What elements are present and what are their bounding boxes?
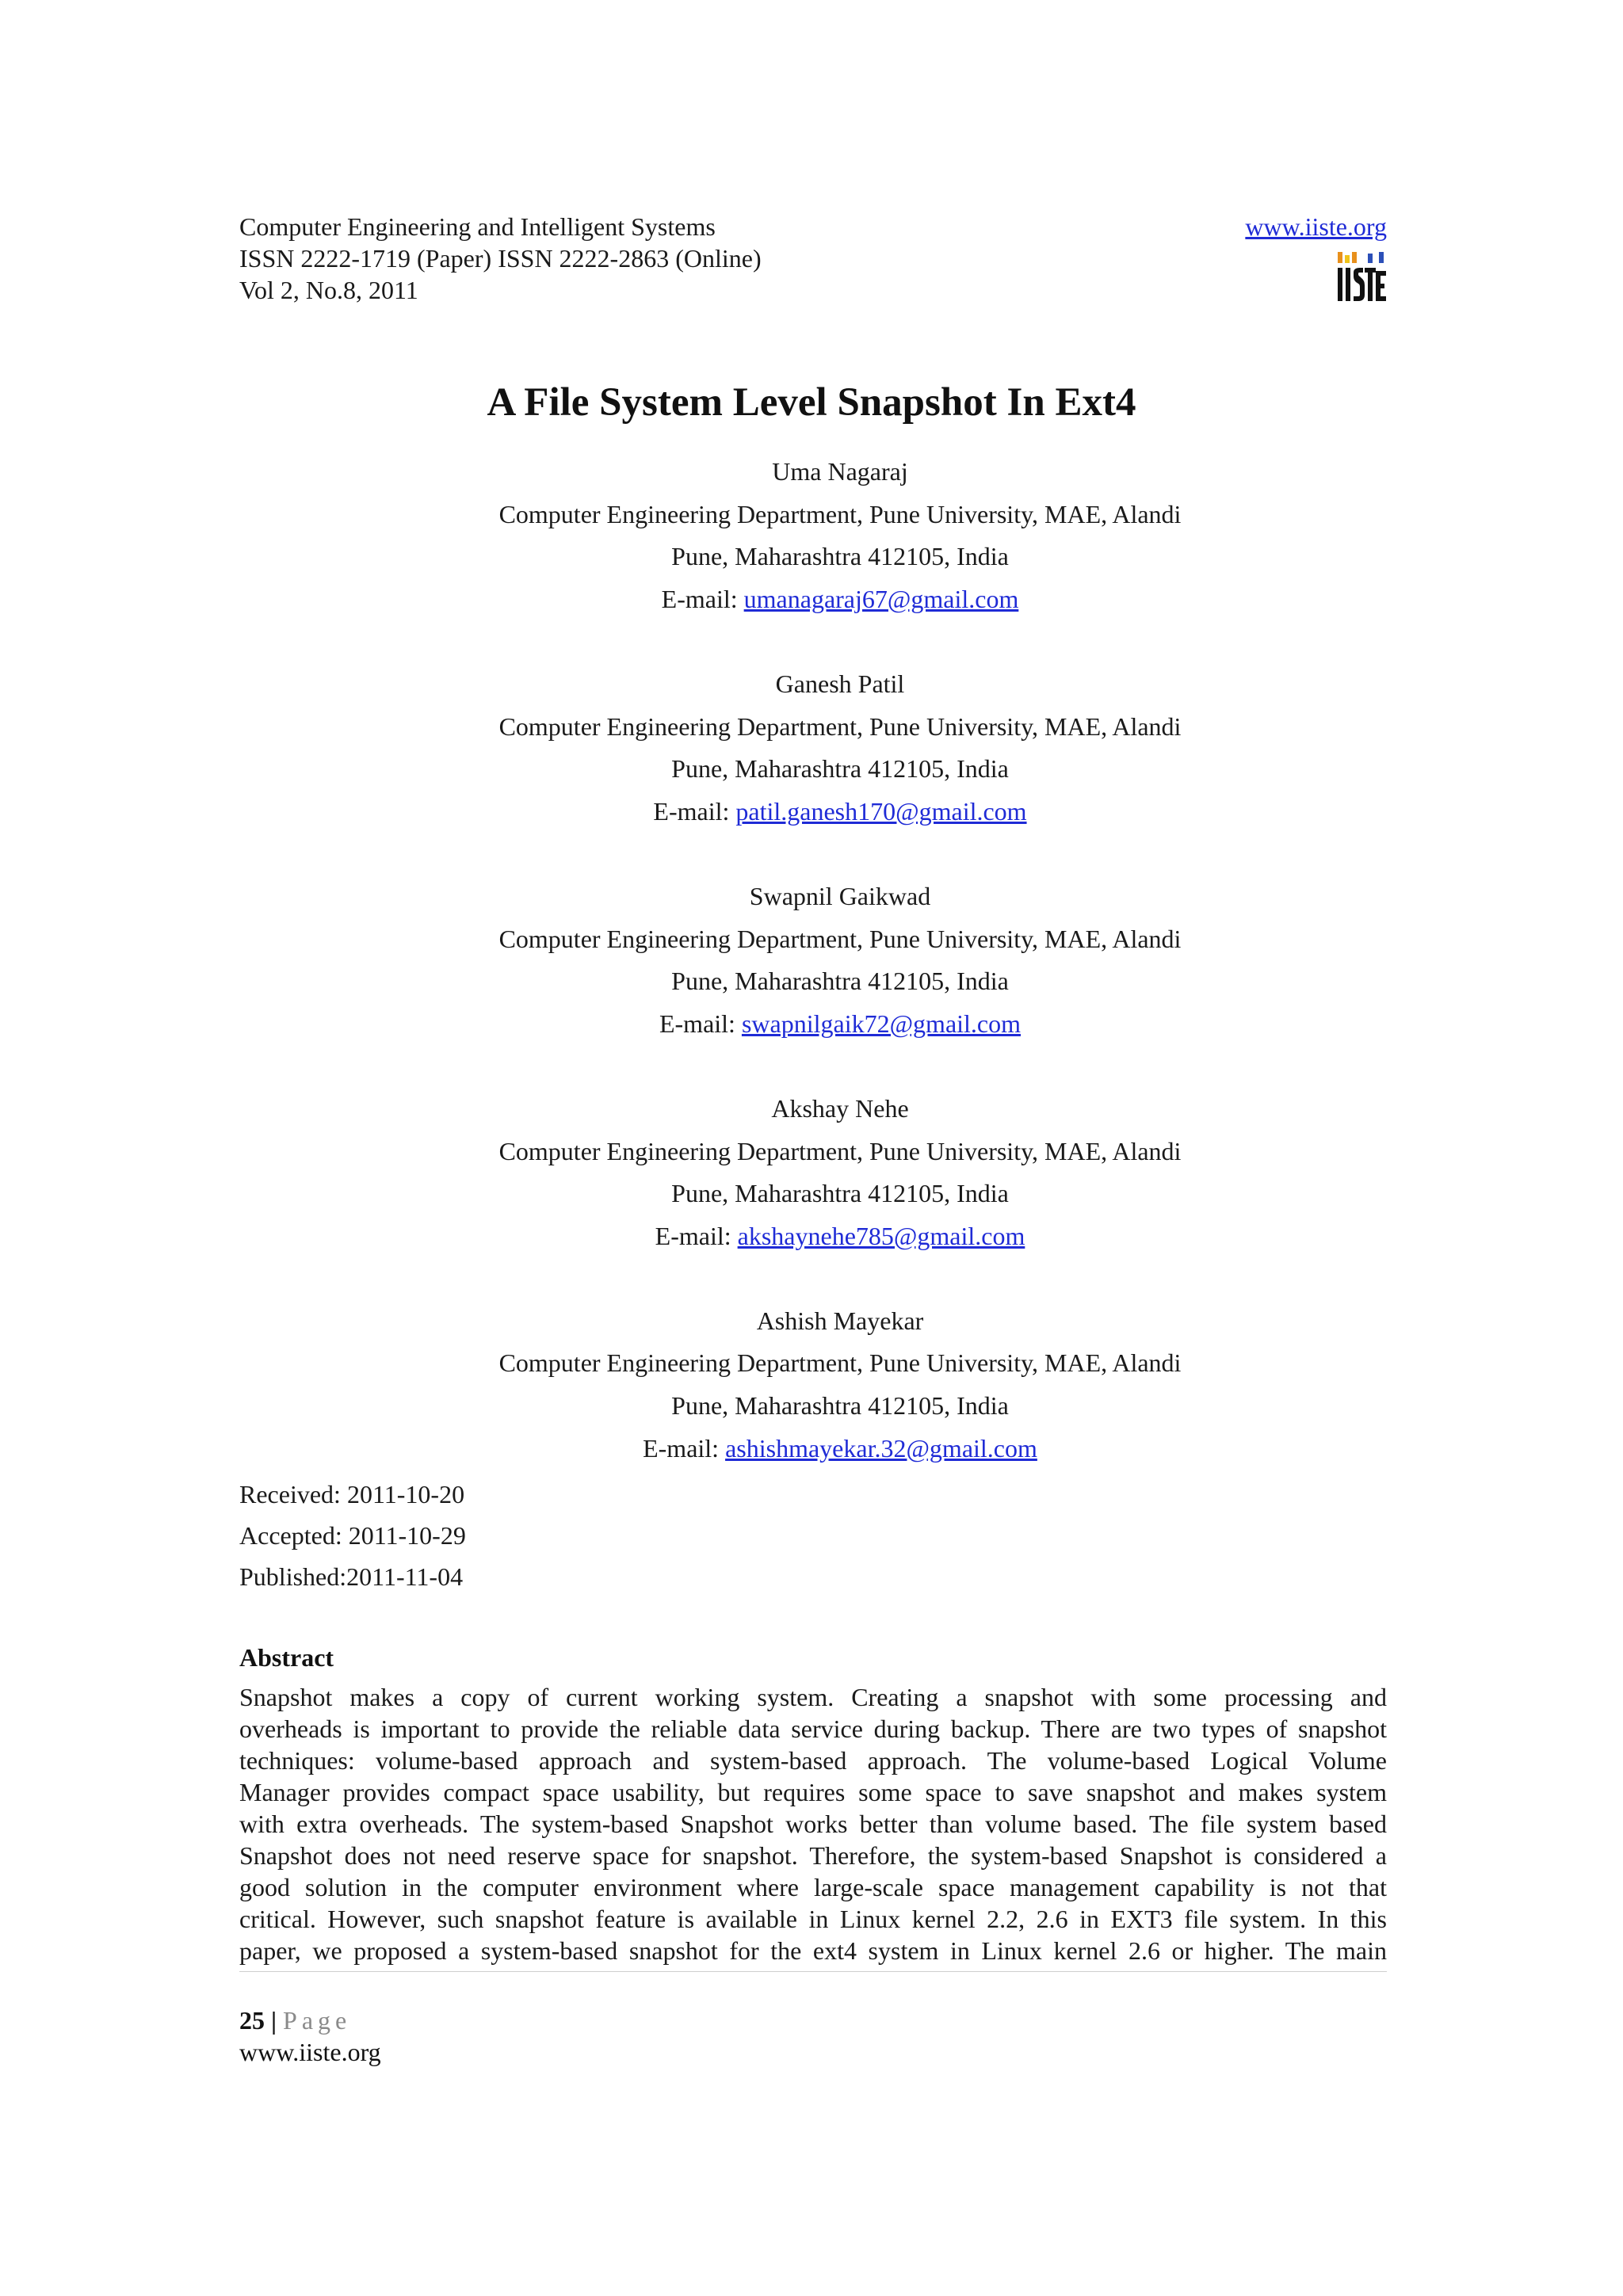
author-department: Computer Engineering Department, Pune University, MAE, Alandi <box>498 1136 1182 1165</box>
author-list <box>444 451 1236 1470</box>
author-block <box>444 1088 1236 1257</box>
author-name: Uma Nagaraj <box>772 457 908 486</box>
page-separator: | <box>271 2006 277 2035</box>
abstract-line: Snapshot does not need reserve space for snapshot. Therefore, the system-based Snapshot is considered a <box>239 1841 1387 1870</box>
email-label: E-mail: <box>655 1221 731 1250</box>
author-block <box>444 451 1236 620</box>
author-email-line <box>444 578 1236 621</box>
page-number-line <box>239 2004 381 2036</box>
page-label: Page <box>283 2006 352 2035</box>
site-link[interactable]: www.iiste.org <box>1245 212 1387 241</box>
page-footer <box>239 2004 381 2068</box>
author-name: Ashish Mayekar <box>756 1306 924 1335</box>
abstract-line: techniques: volume-based approach and system-based approach. The volume-based Logical Volume <box>239 1746 1387 1775</box>
journal-volume: Vol 2, No.8, 2011 <box>239 276 418 304</box>
author-department: Computer Engineering Department, Pune University, MAE, Alandi <box>498 1348 1182 1378</box>
journal-site <box>1245 211 1387 242</box>
footer-site: www.iiste.org <box>239 2038 381 2066</box>
received-date: Received: 2011-10-20 <box>239 1480 465 1508</box>
author-email-line <box>444 1003 1236 1046</box>
accepted-date: Accepted: 2011-10-29 <box>239 1521 466 1550</box>
email-link[interactable]: akshaynehe785@gmail.com <box>737 1221 1025 1250</box>
author-address: Pune, Maharashtra 412105, India <box>671 967 1009 996</box>
abstract-body <box>239 1681 1387 1966</box>
author-department: Computer Engineering Department, Pune University, MAE, Alandi <box>498 499 1182 528</box>
author-address: Pune, Maharashtra 412105, India <box>671 542 1009 571</box>
author-address: Pune, Maharashtra 412105, India <box>671 1179 1009 1208</box>
abstract-line: critical. However, such snapshot feature is available in Linux kernel 2.2, 2.6 in EXT3 file system. In this <box>239 1905 1387 1933</box>
email-link[interactable]: patil.ganesh170@gmail.com <box>735 796 1027 826</box>
footer-divider <box>239 1971 1387 1972</box>
email-link[interactable]: umanagaraj67@gmail.com <box>743 584 1019 613</box>
author-address: Pune, Maharashtra 412105, India <box>671 1391 1009 1421</box>
author-email-line <box>444 1428 1236 1470</box>
publication-dates <box>239 1474 466 1597</box>
author-department: Computer Engineering Department, Pune University, MAE, Alandi <box>498 924 1182 953</box>
author-block <box>444 663 1236 833</box>
email-link[interactable]: swapnilgaik72@gmail.com <box>741 1009 1022 1038</box>
email-link[interactable]: ashishmayekar.32@gmail.com <box>725 1433 1037 1463</box>
author-email-line <box>444 791 1236 833</box>
abstract-line: Manager provides compact space usability, but requires some space to save snapshot and makes system <box>239 1778 1387 1806</box>
paper-title: A File System Level Snapshot In Ext4 <box>487 380 1136 425</box>
author-address: Pune, Maharashtra 412105, India <box>671 754 1009 784</box>
published-date: Published:2011-11-04 <box>239 1562 464 1591</box>
author-name: Swapnil Gaikwad <box>749 881 931 910</box>
abstract-line: paper, we proposed a system-based snapshot for the ext4 system in Linux kernel 2.6 or higher. The main <box>239 1936 1387 1965</box>
author-name: Ganesh Patil <box>775 669 905 698</box>
author-email-line <box>444 1215 1236 1258</box>
page-number: 25 <box>239 2006 265 2035</box>
author-name: Akshay Nehe <box>771 1093 909 1123</box>
abstract-line: overheads is important to provide the reliable data service during backup. There are two types of snapshot <box>239 1714 1387 1743</box>
abstract-line: good solution in the computer environment where large-scale space management capability is not that <box>239 1873 1387 1901</box>
abstract-line: with extra overheads. The system-based Snapshot works better than volume based. The file system based <box>239 1810 1387 1838</box>
author-department: Computer Engineering Department, Pune University, MAE, Alandi <box>498 711 1182 741</box>
abstract-heading: Abstract <box>239 1643 334 1672</box>
journal-header <box>239 211 1387 314</box>
email-label: E-mail: <box>643 1433 720 1463</box>
author-block <box>444 1300 1236 1470</box>
email-label: E-mail: <box>653 796 730 826</box>
journal-info <box>239 211 762 306</box>
email-label: E-mail: <box>659 1009 735 1038</box>
email-label: E-mail: <box>661 584 738 613</box>
author-block <box>444 875 1236 1045</box>
journal-issn: ISSN 2222-1719 (Paper) ISSN 2222-2863 (Online) <box>239 244 762 273</box>
abstract-line: Snapshot makes a copy of current working system. Creating a snapshot with some processing and <box>239 1683 1387 1711</box>
iiste-logo <box>1336 250 1387 304</box>
journal-name: Computer Engineering and Intelligent Systems <box>239 212 716 241</box>
